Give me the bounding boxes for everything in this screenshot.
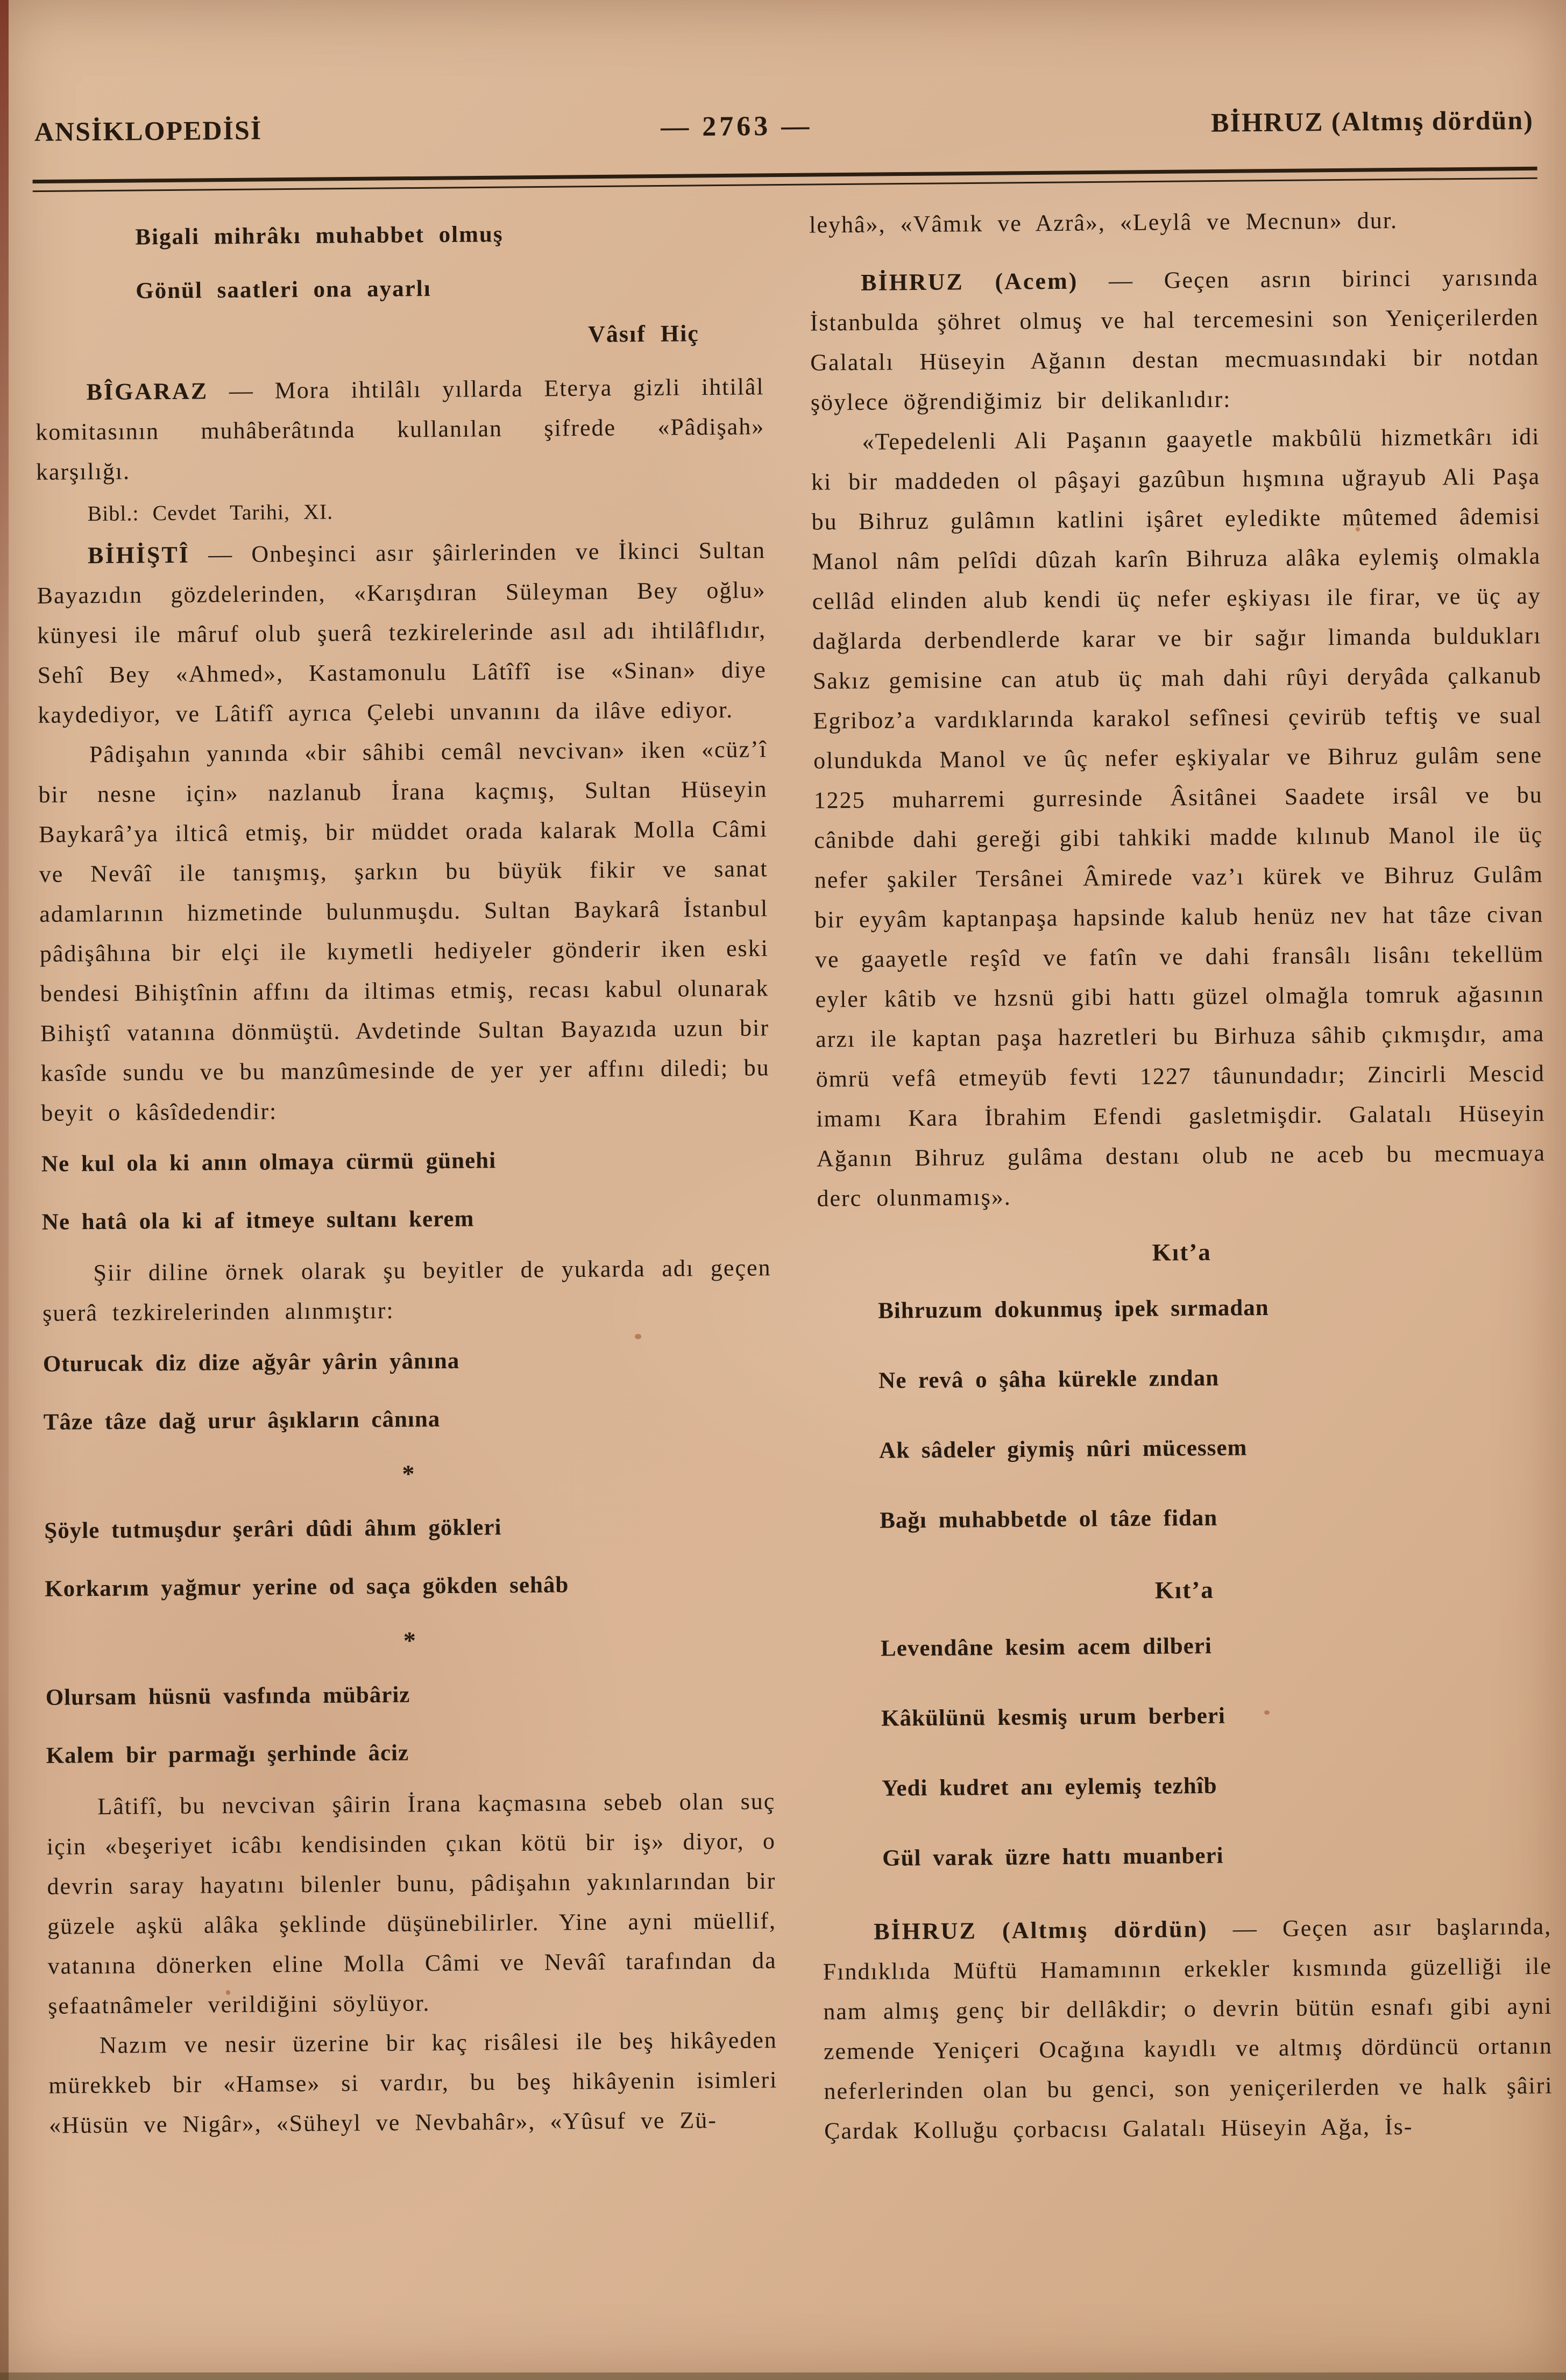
verse-line: Bigali mihrâkı muhabbet olmuş [135,222,504,250]
entry-bihruz-acem [810,258,1540,423]
entry-text: — Geçen asır başlarında, Fındıklıda Müftü Hamamının erkekler kısmında güzelliği ile nam almış genç bir dellâkdir; o devrin bütün esnafı gibi ayni zemende Yeniçeri Ocağına kayıdlı ve altmış dördüncü ortanın neferlerinden olan bu genci, son yeniçerilerden ve halk şâiri Çardak Kolluğu çorbacısı Galatalı Hüseyin Ağa, İs- [823,1913,1553,2144]
entry-bihisti [37,530,767,735]
bibliography-note: Bibl.: Cevdet Tarihi, XI. [87,499,334,526]
entry-text: — Onbeşinci asır şâirlerinden ve İkinci Sultan Bayazıdın gözdelerinden, «Karışdıran Süleyman Bey oğlu» künyesi ile mâruf olub şuerâ tezkirelerinde asıl adı ihtilâflıdır, Sehî Bey «Ahmed», Kastamonulu Lâtîfî ise «Sinan» diye kaydediyor, ve Lâtifî ayrıca Çelebi unvanını da ilâve ediyor. [37,537,767,728]
entry-headword: BİHRUZ (Altmış dördün) [874,1915,1208,1945]
entry-headword: BİHRUZ (Acem) [860,267,1079,296]
entry-headword: BÎGARAZ [86,378,209,406]
verse-line: Yedi kudret anı eylemiş tezhîb [881,1773,1217,1801]
verse-line: Gül varak üzre hattı muanberi [882,1843,1224,1871]
kita-heading: Kıt’a [1154,1576,1214,1604]
verse-line: Levendâne kesim acem dilberi [880,1633,1213,1661]
page-bottom-edge [0,2372,1566,2380]
couplet-sample-1 [42,1330,773,1452]
verse-line: Bağı muhabbetde ol tâze fidan [880,1505,1218,1533]
asterisk-separator: * [403,1626,416,1654]
paragraph-latifi: Lâtifî, bu nevcivan şâirin İrana kaçmasına sebeb olan suç için «beşeriyet icâbı kendisinden çıkan kötü bir iş» diyor, o devrin saray hayatını bilenler bunu, pâdişahın yakınlarından bir güzele aşkü alâka şeklinde düşünebilirler. Yine ayni müellif, vatanına dönerken eline Molla Câmi ve Nevâî tarafından da şefaatnâmeler verildiğini söylüyor. [46,1788,777,2019]
verse-line: Kalem bir parmağı şerhinde âciz [46,1740,409,1768]
verse-line: Ak sâdeler giymiş nûri mücessem [879,1435,1248,1463]
verse-line: Bihruzum dokunmuş ipek sırmadan [877,1295,1269,1324]
epigraph-verse [34,205,764,319]
verse-line: Ne hatâ ola ki af itmeye sultanı kerem [41,1206,474,1235]
paragraph-continuation: leyhâ», «Vâmık ve Azrâ», «Leylâ ve Mecnun» dur. [809,207,1398,238]
asterisk-separator: * [402,1460,415,1488]
running-head-entry: BİHRUZ (Altmış dördün) [1210,105,1534,138]
page-left-edge [0,0,9,2380]
paragraph-padisah: Pâdişahın yanında «bir sâhibi cemâl nevcivan» iken «cüz’î bir nesne için» nazlanub İrana kaçmış, Sultan Hüseyin Baykarâ’ya ilticâ etmiş, bir müddet orada kalarak Molla Câmi ve Nevâî ile tanışmış, şarkın bu büyük fikir ve sanat adamlarının hizmetinde bulunmuşdu. Sultan Baykarâ İstanbul pâdişâhına bir elçi ile kıymetli hediyeler gönderir iken eski bendesi Bihiştînin affını da iltimas etmiş, recası kabul olunarak Bihiştî vatanına dönmüştü. Avdetinde Sultan Bayazıda uzun bir kasîde sundu ve bu manzûmesinde de yer yer affını diledi; bu beyit o kâsîdedendir: [38,736,770,1126]
kita-heading: Kıt’a [1152,1238,1211,1266]
verse-line: Kâkülünü kesmiş urum berberi [881,1703,1226,1731]
epigraph-attribution: Vâsıf Hiç [587,320,700,347]
kita-verse-2 [820,1609,1551,1894]
verse-line: Oturucak diz dize ağyâr yârin yânına [42,1348,460,1377]
couplet-sample-2 [44,1496,774,1618]
couplet-kaside [41,1129,771,1252]
verse-line: Olursam hüsnü vasfında mübâriz [45,1682,410,1710]
verse-line: Tâze tâze dağ urur âşıkların cânına [43,1406,441,1435]
running-head-title: ANSİKLOPEDİSİ [34,115,263,147]
text-columns [34,200,1553,2157]
right-column [809,200,1553,2151]
left-column [34,205,778,2157]
entry-bigaraz [35,367,765,492]
paragraph-sample-intro: Şiir diline örnek olarak şu beyitler de yukarda adı geçen şuerâ tezkirelerinden alınmıştır: [42,1254,771,1326]
entry-bihruz-altmis [823,1907,1553,2151]
entry-text: — Mora ihtilâlı yıllarda Eterya gizli ihtilâl komitasının muhâberâtında kullanılan şifrede «Pâdişah» karşılığı. [36,373,765,485]
paragraph-hamse: Nazım ve nesir üzerine bir kaç risâlesi ile beş hikâyeden mürekkeb bir «Hamse» si vardır, bu beş hikâyenin isimleri «Hüsün ve Nigâr», «Süheyl ve Nevbahâr», «Yûsuf ve Zü- [48,2027,778,2139]
running-head [34,104,1534,148]
entry-headword: BİHİŞTÎ [87,541,190,569]
paragraph-quote: «Tepedelenli Ali Paşanın gaayetle makbûlü hizmetkârı idi ki bir maddeden ol pâşayi gazûbun hışmına uğrayub Ali Paşa bu Bihruz gulâmın katlini işâret eyledikte mûtemed âdemisi Manol nâm pelîdi dûzah karîn Bihruza alâka eylemiş olmakla cellâd elinden alub kendi üç nefer eşkiyası ile firar, ve üç ay dağlarda derbendlerde karar ve bir sağır limanda buldukları Sakız gemisine can atub üç mah dahi rûyi deryâda çalkanub Egriboz’a vardıklarında karakol sefînesi çevirüb teftiş ve sual olundukda Manol ve ûç nefer eşkiyalar ve Bihruz gulâm sene 1225 muharremi gurresinde Âsitânei Saadete irsâl ve bu cânibde dahi gereği gibi tahkiki madde kılınub Manol ile üç nefer şakiler Tersânei Âmirede vaz’ı kürek ve Bihruz Gulâm bir eyyâm kaptanpaşa hapsinde kalub henüz nev hat tâze civan ve gaayetle reşîd ve fatîn ve dahi fransâlı lisânı tekellüm eyler kâtib ve hzsnü gibi hattı güzel olmağla tomruk ağasının arzı ile kaptan paşa hazretleri bu Birhuza sâhib çıkmışdır, ama ömrü vefâ etmeyüb fevti 1227 tâunundadır; Zincirli Mescid imamı Kara İbrahim Efendi gasletmişdir. Galatalı Hüseyin Ağanın Bihruz gulâma destanı olub ne aceb bu mecmuaya derc olunmamış». [811,423,1546,1212]
couplet-sample-3 [45,1663,775,1785]
kita-verse-1 [818,1271,1549,1557]
verse-line: Korkarım yağmur yerine od saça gökden sehâb [44,1572,569,1602]
header-rule [33,167,1537,192]
entry-text: — Geçen asrın birinci yarısında İstanbulda şöhret olmuş ve hal tercemesini son Yeniçerilerden Galatalı Hüseyin Ağanın destan mecmuasındaki bir notdan şöylece öğrendiğimiz bir delikanlıdır: [810,264,1540,416]
page-number: — 2763 — [660,110,813,143]
verse-line: Ne kul ola ki anın olmaya cürmü günehi [41,1148,497,1177]
verse-line: Şöyle tutmuşdur şerâri dûdi âhım gökleri [44,1515,502,1544]
verse-line: Gönül saatleri ona ayarlı [136,276,431,304]
verse-line: Ne revâ o şâha kürekle zından [878,1365,1220,1394]
